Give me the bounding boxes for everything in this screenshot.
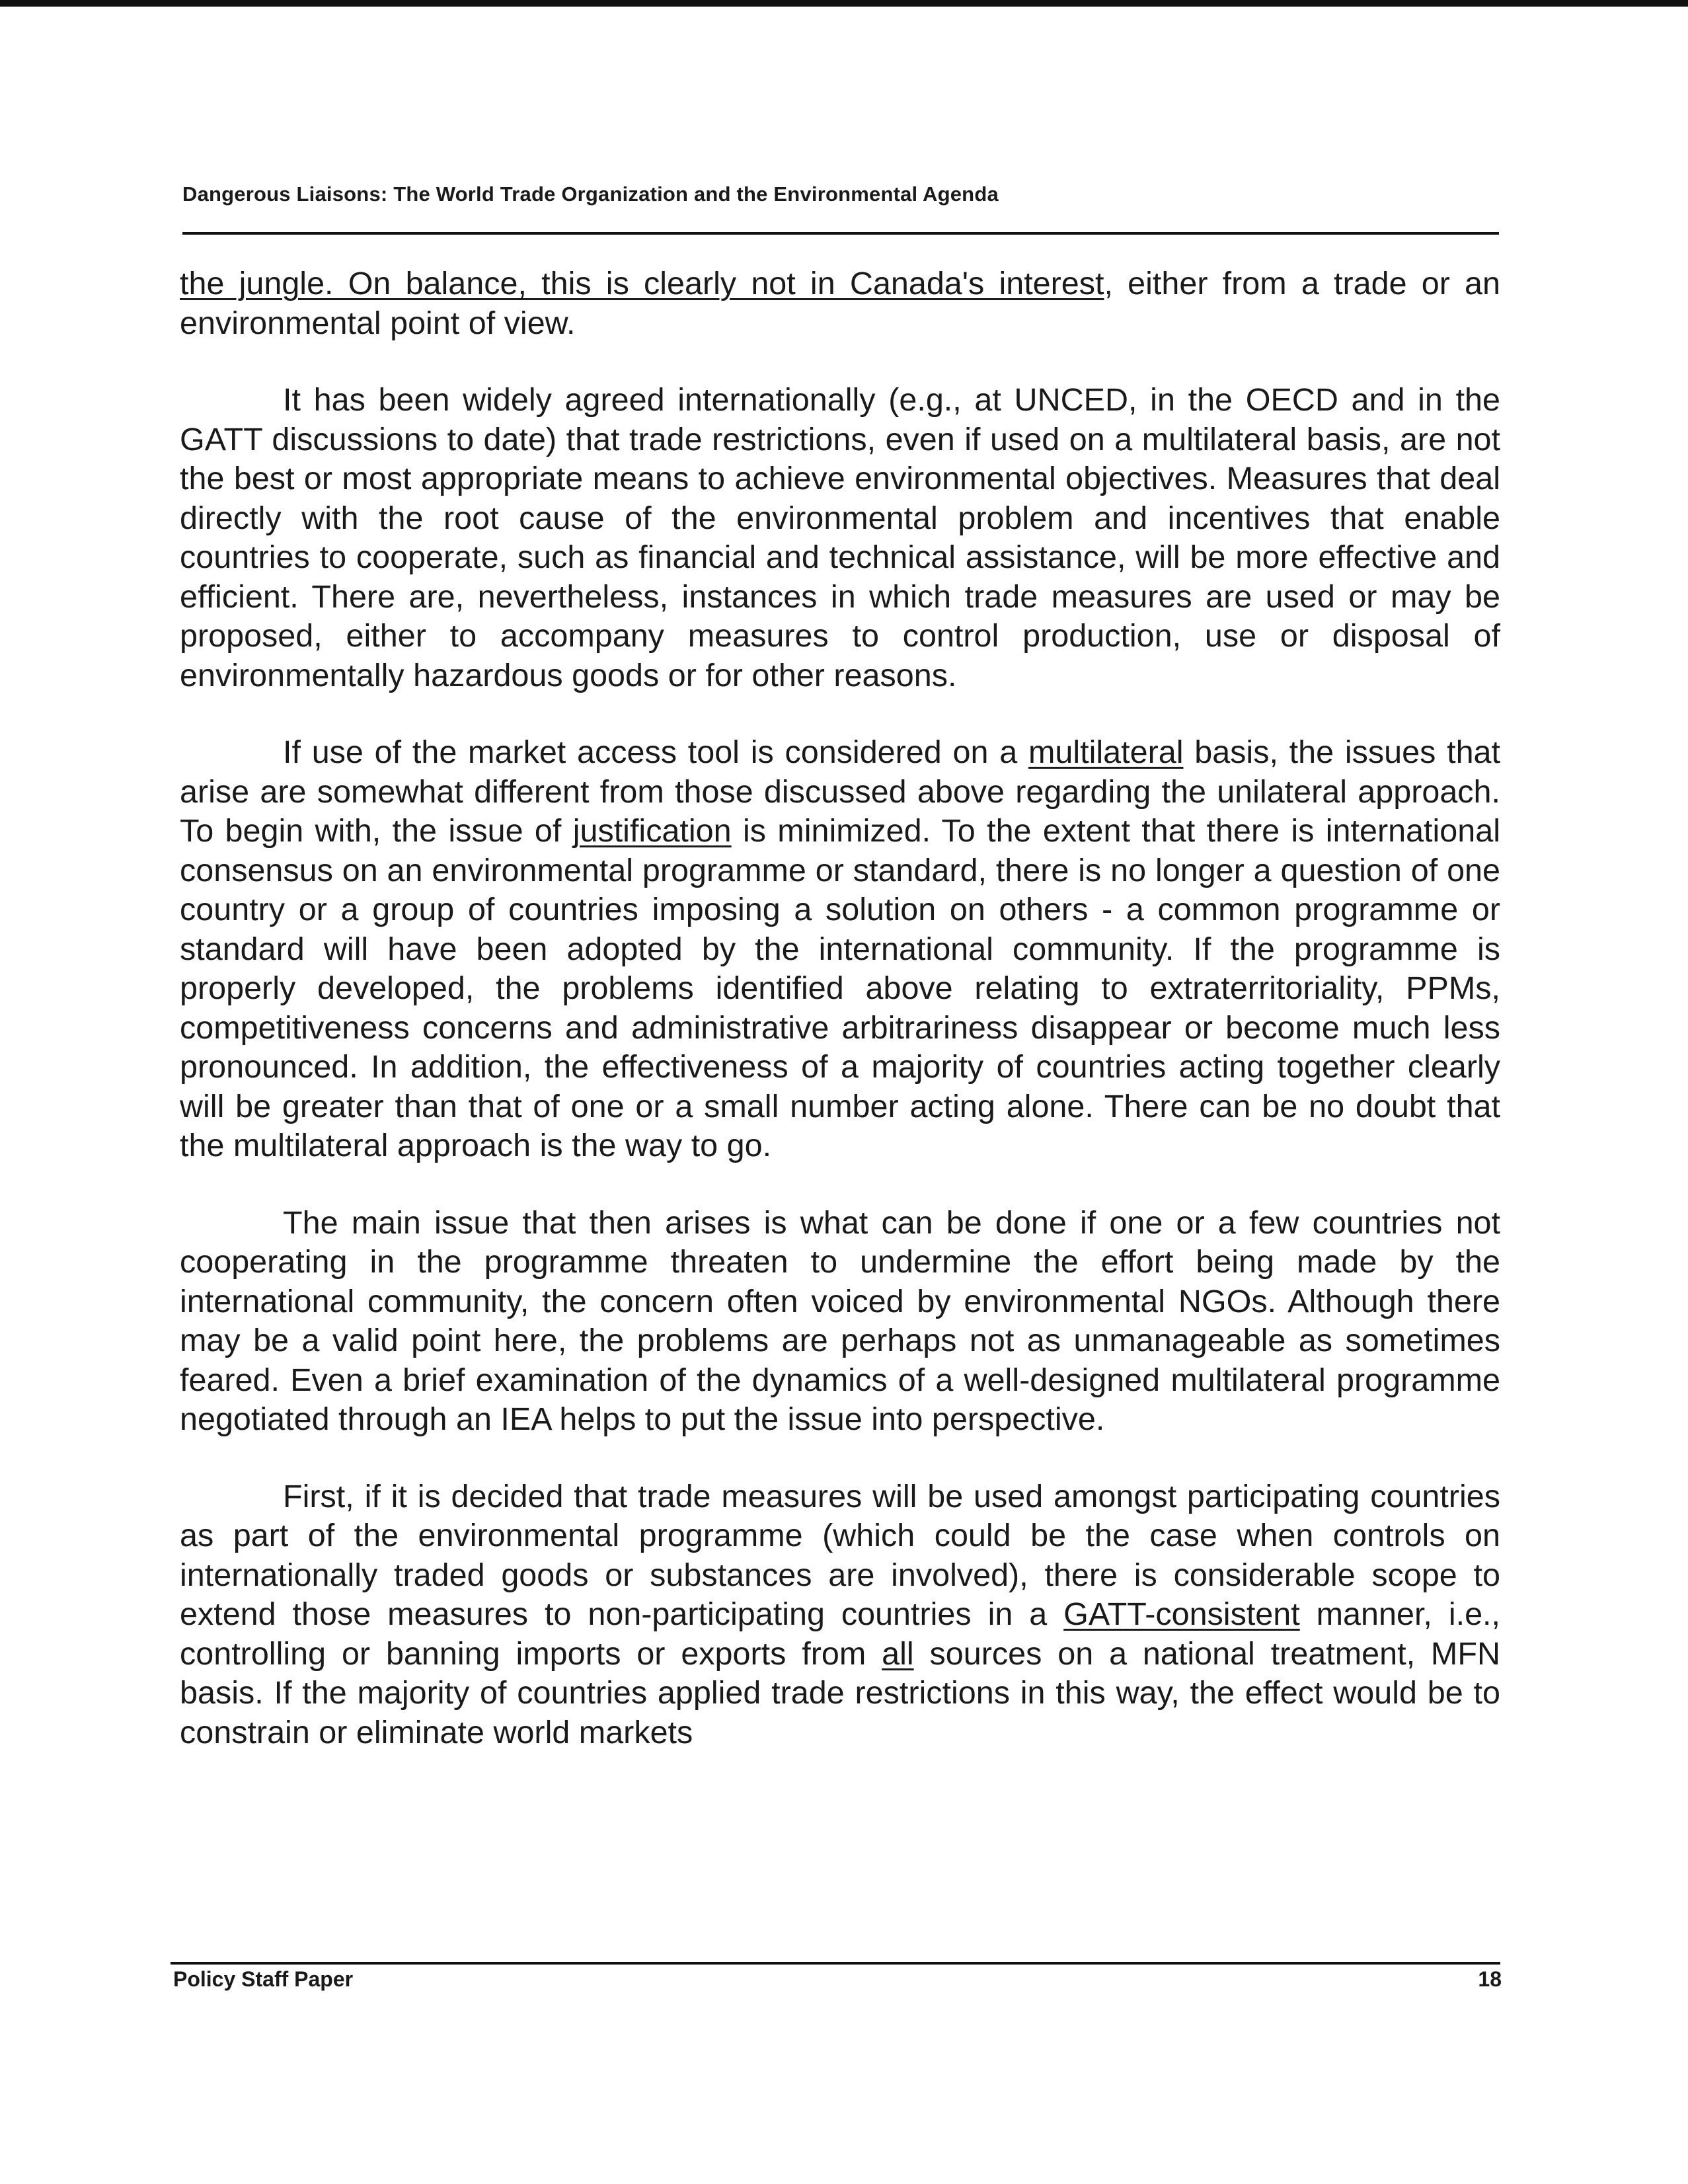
- paragraph-text: sources on a national treatment, MFN basis. If the majority of countries applied trade restrictions in this way, the effect would be to constrain or eliminate world markets: [180, 1635, 1500, 1750]
- paragraph: [180, 733, 1500, 1166]
- underlined-text: all: [882, 1635, 914, 1672]
- page-number: 18: [1478, 1967, 1502, 1991]
- paragraph: [180, 1477, 1500, 1753]
- paragraph-text: It has been widely agreed internationally (e.g., at UNCED, in the OECD and in the GATT discussions to date) that trade restrictions, even if used on a multilateral basis, are not the best or most appropriate means to achieve environmental objectives. Measures that deal directly with the root cause of the environmental problem and incentives that enable countries to cooperate, such as financial and technical assistance, will be more effective and efficient. There are, nevertheless, instances in which trade measures are used or may be proposed, either to accompany measures to control production, use or disposal of environmentally hazardous goods or for other reasons.: [180, 382, 1500, 693]
- underlined-text: GATT-consistent: [1063, 1596, 1300, 1632]
- paragraph: [180, 381, 1500, 695]
- running-header: Dangerous Liaisons: The World Trade Organization and the Environmental Agenda: [182, 182, 999, 206]
- paragraph: [180, 1204, 1500, 1440]
- paragraph-text: , either from a trade or an environmental point of view.: [180, 266, 1500, 341]
- paragraph-text: basis, the issues that arise are somewhat different from those discussed above regarding the unilateral approach. To begin with, the issue of: [180, 734, 1500, 849]
- paragraph-text: The main issue that then arises is what can be done if one or a few countries not cooperating in the programme threaten to undermine the effort being made by the international community, the concern often voiced by environmental NGOs. Although there may be a valid point here, the problems are perhaps not as unmanageable as sometimes feared. Even a brief examination of the dynamics of a well-designed multilateral programme negotiated through an IEA helps to put the issue into perspective.: [180, 1204, 1500, 1437]
- underlined-text: the jungle. On balance, this is clearly not in Canada's interest: [180, 266, 1104, 301]
- footer-series-title: Policy Staff Paper: [173, 1967, 354, 1991]
- underlined-text: justification: [572, 813, 732, 849]
- footer-rule: [171, 1962, 1500, 1965]
- body-text: [180, 264, 1500, 1790]
- underlined-text: multilateral: [1028, 734, 1184, 770]
- paragraph-text: manner, i.e., controlling or banning imports or exports from: [180, 1596, 1500, 1672]
- paragraph-text: is minimized. To the extent that there is international consensus on an environmental programme or standard, there is no longer a question of one country or a group of countries imposing a solution on others - a common programme or standard will have been adopted by the international community. If the programme is properly developed, the problems identified above relating to extraterritoriality, PPMs, competitiveness concerns and administrative arbitrariness disappear or become much less pronounced. In addition, the effectiveness of a majority of countries acting together clearly will be greater than that of one or a small number acting alone. There can be no doubt that the multilateral approach is the way to go.: [180, 813, 1500, 1163]
- paragraph-text: If use of the market access tool is considered on a: [283, 734, 1028, 770]
- top-border-edge: [0, 0, 1688, 7]
- header-rule: [182, 232, 1499, 235]
- paragraph-text: First, if it is decided that trade measures will be used amongst participating countries as part of the environmental programme (which could be the case when controls on internationally traded goods or substances are involved), there is considerable scope to extend those measures to non-participating countries in a: [180, 1478, 1500, 1632]
- paragraph: [180, 264, 1500, 343]
